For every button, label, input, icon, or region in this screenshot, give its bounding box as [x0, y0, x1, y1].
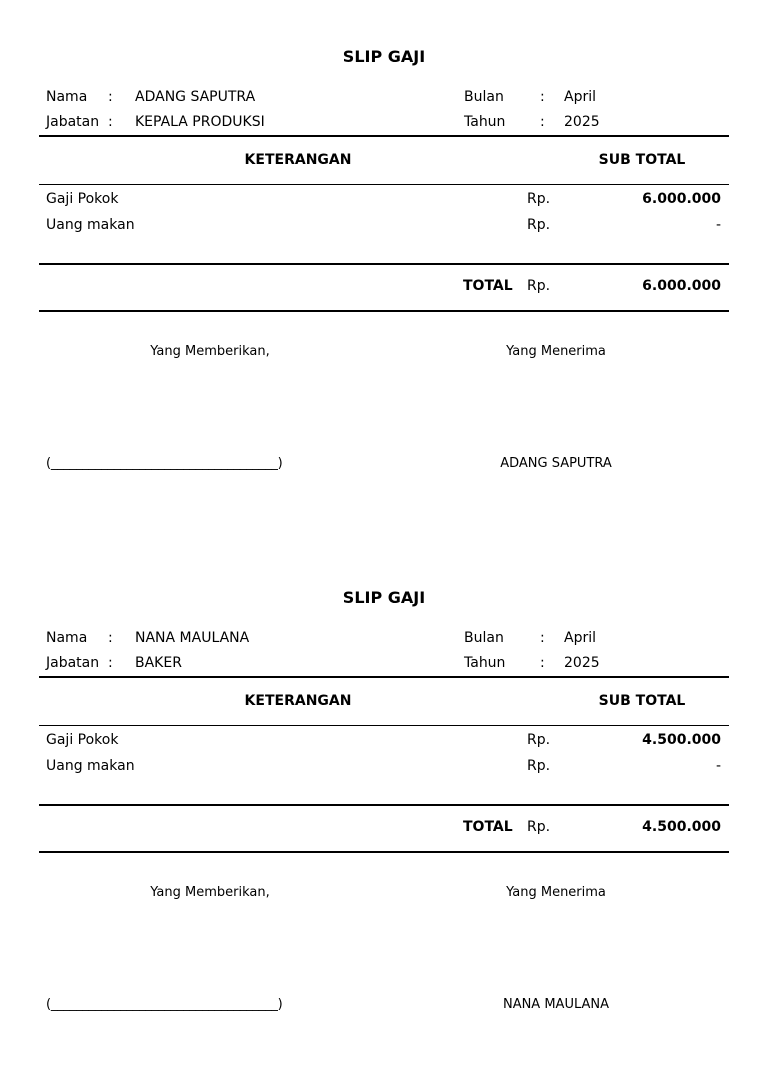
divider	[39, 725, 729, 726]
employee-name: NANA MAULANA	[135, 630, 250, 646]
jabatan-label: Jabatan	[46, 114, 100, 130]
keterangan-header: KETERANGAN	[244, 693, 352, 709]
giver-signature-line: (____________________________________)	[46, 997, 283, 1012]
row-currency: Rp.	[527, 217, 551, 233]
giver-label: Yang Memberikan,	[150, 885, 270, 900]
divider	[39, 135, 729, 137]
divider	[39, 184, 729, 185]
salary-slip	[0, 541, 768, 1082]
row-currency: Rp.	[527, 191, 551, 207]
tahun-label: Tahun	[464, 655, 506, 671]
nama-colon: :	[108, 630, 113, 646]
total-amount: 4.500.000	[642, 819, 721, 835]
giver-signature-line: (____________________________________)	[46, 456, 283, 471]
receiver-label: Yang Menerima	[506, 344, 606, 359]
row-label-uang-makan: Uang makan	[46, 758, 135, 774]
total-label: TOTAL	[463, 278, 513, 294]
tahun-label: Tahun	[464, 114, 506, 130]
subtotal-header: SUB TOTAL	[598, 693, 686, 709]
row-amount-uang-makan: -	[715, 217, 721, 233]
jabatan-colon: :	[108, 655, 113, 671]
row-currency: Rp.	[527, 758, 551, 774]
divider	[39, 804, 729, 806]
bulan-label: Bulan	[464, 630, 504, 646]
divider	[39, 851, 729, 853]
bulan-colon: :	[540, 630, 545, 646]
receiver-name: ADANG SAPUTRA	[500, 456, 612, 471]
bulan-colon: :	[540, 89, 545, 105]
keterangan-header: KETERANGAN	[244, 152, 352, 168]
year-value: 2025	[564, 114, 600, 130]
receiver-label: Yang Menerima	[506, 885, 606, 900]
nama-colon: :	[108, 89, 113, 105]
total-label: TOTAL	[463, 819, 513, 835]
employee-position: KEPALA PRODUKSI	[135, 114, 265, 130]
divider	[39, 263, 729, 265]
month-value: April	[564, 89, 596, 105]
receiver-name: NANA MAULANA	[502, 997, 610, 1012]
divider	[39, 310, 729, 312]
row-label-uang-makan: Uang makan	[46, 217, 135, 233]
total-amount: 6.000.000	[642, 278, 721, 294]
slip-title: SLIP GAJI	[342, 47, 426, 66]
slip-title: SLIP GAJI	[342, 588, 426, 607]
employee-position: BAKER	[135, 655, 182, 671]
row-currency: Rp.	[527, 732, 551, 748]
bulan-label: Bulan	[464, 89, 504, 105]
subtotal-header: SUB TOTAL	[598, 152, 686, 168]
tahun-colon: :	[540, 655, 545, 671]
employee-name: ADANG SAPUTRA	[135, 89, 256, 105]
row-amount-gaji-pokok: 6.000.000	[642, 191, 721, 207]
row-label-gaji-pokok: Gaji Pokok	[46, 732, 119, 748]
row-label-gaji-pokok: Gaji Pokok	[46, 191, 119, 207]
divider	[39, 676, 729, 678]
month-value: April	[564, 630, 596, 646]
nama-label: Nama	[46, 89, 88, 105]
nama-label: Nama	[46, 630, 88, 646]
row-amount-uang-makan: -	[715, 758, 721, 774]
jabatan-label: Jabatan	[46, 655, 100, 671]
giver-label: Yang Memberikan,	[150, 344, 270, 359]
total-currency: Rp.	[527, 278, 551, 294]
year-value: 2025	[564, 655, 600, 671]
tahun-colon: :	[540, 114, 545, 130]
jabatan-colon: :	[108, 114, 113, 130]
row-amount-gaji-pokok: 4.500.000	[642, 732, 721, 748]
total-currency: Rp.	[527, 819, 551, 835]
